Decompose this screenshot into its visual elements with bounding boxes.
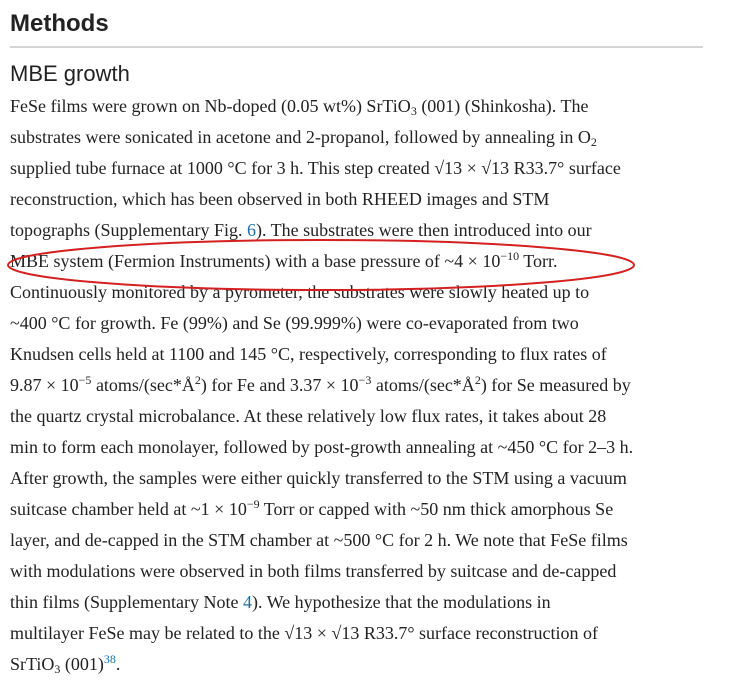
subscript: 3 <box>54 662 61 676</box>
superscript: −9 <box>246 497 260 511</box>
paragraph-line <box>10 618 710 649</box>
text-run: After growth, the samples were either quickly transferred to the STM using a vacuum <box>10 468 627 488</box>
text-run: Knudsen cells held at 1100 and 145 °C, respectively, corresponding to flux rates of <box>10 344 607 364</box>
paragraph-line <box>10 649 710 680</box>
subscript: 3 <box>410 104 417 118</box>
text-run: Continuously monitored by a pyrometer, the substrates were slowly heated up to <box>10 282 590 302</box>
text-run: . <box>115 654 121 674</box>
superscript: 2 <box>194 373 201 387</box>
text-run: SrTiO <box>10 654 55 674</box>
paragraph-line <box>10 308 710 339</box>
text-run: ). We hypothesize that the modulations in <box>251 592 551 612</box>
text-run: ) for Se measured by <box>480 375 631 395</box>
paragraph-line <box>10 153 710 184</box>
text-run: ) for Fe and 3.37 × 10 <box>200 375 359 395</box>
paragraph-line <box>10 556 710 587</box>
text-run: atoms/(sec*Å <box>371 375 475 395</box>
text-run: supplied tube furnace at 1000 °C for 3 h. This step created √13 × √13 R33.7° surface <box>10 158 621 178</box>
text-run: thin films (Supplementary Note <box>10 592 243 612</box>
superscript: −3 <box>358 373 372 387</box>
text-run: MBE system (Fermion Instruments) with a base pressure of ~4 × 10 <box>10 251 501 271</box>
text-run: reconstruction, which has been observed in both RHEED images and STM <box>10 189 550 209</box>
subsection-heading: MBE growth <box>10 61 130 86</box>
text-run: the quartz crystal microbalance. At these relatively low flux rates, it takes about 28 <box>10 406 607 426</box>
paragraph-line <box>10 401 710 432</box>
text-run: FeSe films were grown on Nb-doped (0.05 wt%) SrTiO <box>10 96 411 116</box>
superscript: −10 <box>500 249 520 263</box>
paragraph-line <box>10 184 710 215</box>
reference-link[interactable]: 4 <box>242 592 252 612</box>
reference-link[interactable]: 6 <box>246 220 256 240</box>
text-run: suitcase chamber held at ~1 × 10 <box>10 499 247 519</box>
paragraph-line <box>10 339 710 370</box>
text-run: with modulations were observed in both films transferred by suitcase and de-capped <box>10 561 617 581</box>
citation-link[interactable]: 38 <box>103 652 116 666</box>
text-run: (001) (Shinkosha). The <box>416 96 589 116</box>
text-run: atoms/(sec*Å <box>91 375 195 395</box>
text-run: substrates were sonicated in acetone and 2-propanol, followed by annealing in O <box>10 127 591 147</box>
subscript: 2 <box>590 135 597 149</box>
text-run: topographs (Supplementary Fig. <box>10 220 247 240</box>
superscript: −5 <box>78 373 92 387</box>
paragraph-line <box>10 215 710 246</box>
text-run: Torr. <box>519 251 558 271</box>
text-run: ~400 °C for growth. Fe (99%) and Se (99.999%) were co-evaporated from two <box>10 313 579 333</box>
paragraph-line <box>10 91 710 122</box>
text-run: Torr or capped with ~50 nm thick amorphous Se <box>259 499 614 519</box>
text-run: min to form each monolayer, followed by post-growth annealing at ~450 °C for 2–3 h. <box>10 437 634 457</box>
text-run: layer, and de-capped in the STM chamber at ~500 °C for 2 h. We note that FeSe films <box>10 530 628 550</box>
text-run: (001) <box>60 654 104 674</box>
paragraph-line <box>10 277 710 308</box>
paragraph-line <box>10 525 710 556</box>
paragraph-line <box>10 494 710 525</box>
paragraph-line <box>10 370 710 401</box>
superscript: 2 <box>474 373 481 387</box>
text-run: ). The substrates were then introduced into our <box>255 220 592 240</box>
text-run: multilayer FeSe may be related to the √13 × √13 R33.7° surface reconstruction of <box>10 623 598 643</box>
paragraph-line <box>10 122 710 153</box>
methods-paragraph <box>10 91 710 680</box>
paragraph-line <box>10 463 710 494</box>
text-run: 9.87 × 10 <box>10 375 79 395</box>
paragraph-line <box>10 246 710 277</box>
methods-section <box>10 0 710 680</box>
paragraph-line <box>10 587 710 618</box>
paragraph-line <box>10 432 710 463</box>
section-heading: Methods <box>10 8 703 48</box>
